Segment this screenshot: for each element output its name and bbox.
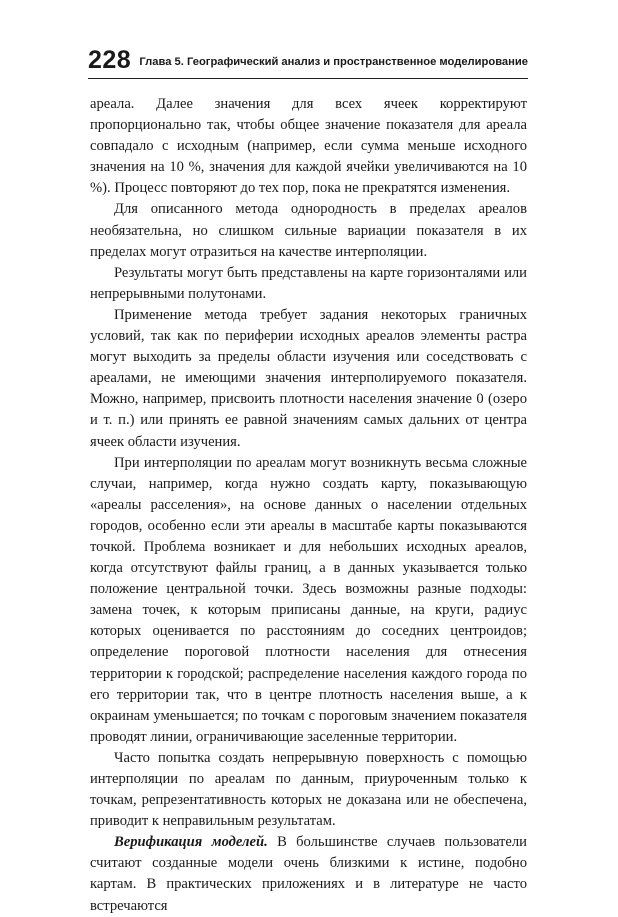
paragraph: Часто попытка создать непрерывную поверхность с помощью интерполяции по ареалам по данным, приуроченным только к точкам, репрезентативность которых не доказана или не обеспечена, приводит к неправильным результатам.: [90, 749, 527, 830]
chapter-title: Глава 5. Географический анализ и пространственное моделирование: [139, 56, 528, 68]
header-rule: [88, 78, 528, 79]
paragraph-text: В большинстве случаев пользователи считают созданные модели очень близкими к истине, подобно картам. В практических приложениях и в литературе не часто встречаются: [90, 834, 527, 914]
paragraph: При интерполяции по ареалам могут возникнуть весьма сложные случаи, например, когда нужно создать карту, показывающую «ареалы расселения», на основе данных о населении отдельных городов, особенно если эти ареалы в масштабе карты показываются точкой. Проблема возникает и для небольших исходных ареалов, когда отсутствуют файлы границ, а в данных указывается только положение центральной точки. Здесь возможны разные подходы: замена точек, к которым приписаны данные, на круги, радиус которых оценивается по расстояниям до соседних центроидов; определение пороговой плотности населения для отнесения территории к городской; распределение населения каждого города по его территории так, что в центре плотность населения выше, а к окраинам уменьшается; по точкам с пороговым значением показателя проводят линии, ограничивающие заселенные территории.: [90, 454, 527, 745]
paragraph: Применение метода требует задания некоторых граничных условий, так как по периферии исходных ареалов элементы растра могут выходить за пределы области изучения или соседствовать с ареалами, не имеющими значения интерполируемого показателя. Можно, например, присвоить плотности населения значение 0 (озеро и т. п.) или принять ее равной значениям самых дальних от центра ячеек области изучения.: [90, 306, 527, 450]
running-header: [88, 45, 528, 79]
paragraph-continuation: ареала. Далее значения для всех ячеек корректируют пропорционально так, чтобы общее значение показателя для ареала совпадало с исходным (например, если сумма меньше исходного значения на 10 %, значения для каждой ячейки увеличиваются на 10 %). Процесс повторяют до тех пор, пока не прекратятся изменения.: [90, 96, 527, 197]
paragraph: Для описанного метода однородность в пределах ареалов необязательна, но слишком сильные вариации показателя в их пределах могут отразиться на качестве интерполяции.: [90, 201, 527, 260]
run-in-heading: Верификация моделей.: [114, 834, 268, 851]
page-number: 228: [88, 46, 132, 74]
paragraph-verification: [90, 832, 527, 916]
body-text: [90, 94, 527, 917]
paragraph: Результаты могут быть представлены на карте горизонталями или непрерывными полутонами.: [90, 264, 527, 302]
